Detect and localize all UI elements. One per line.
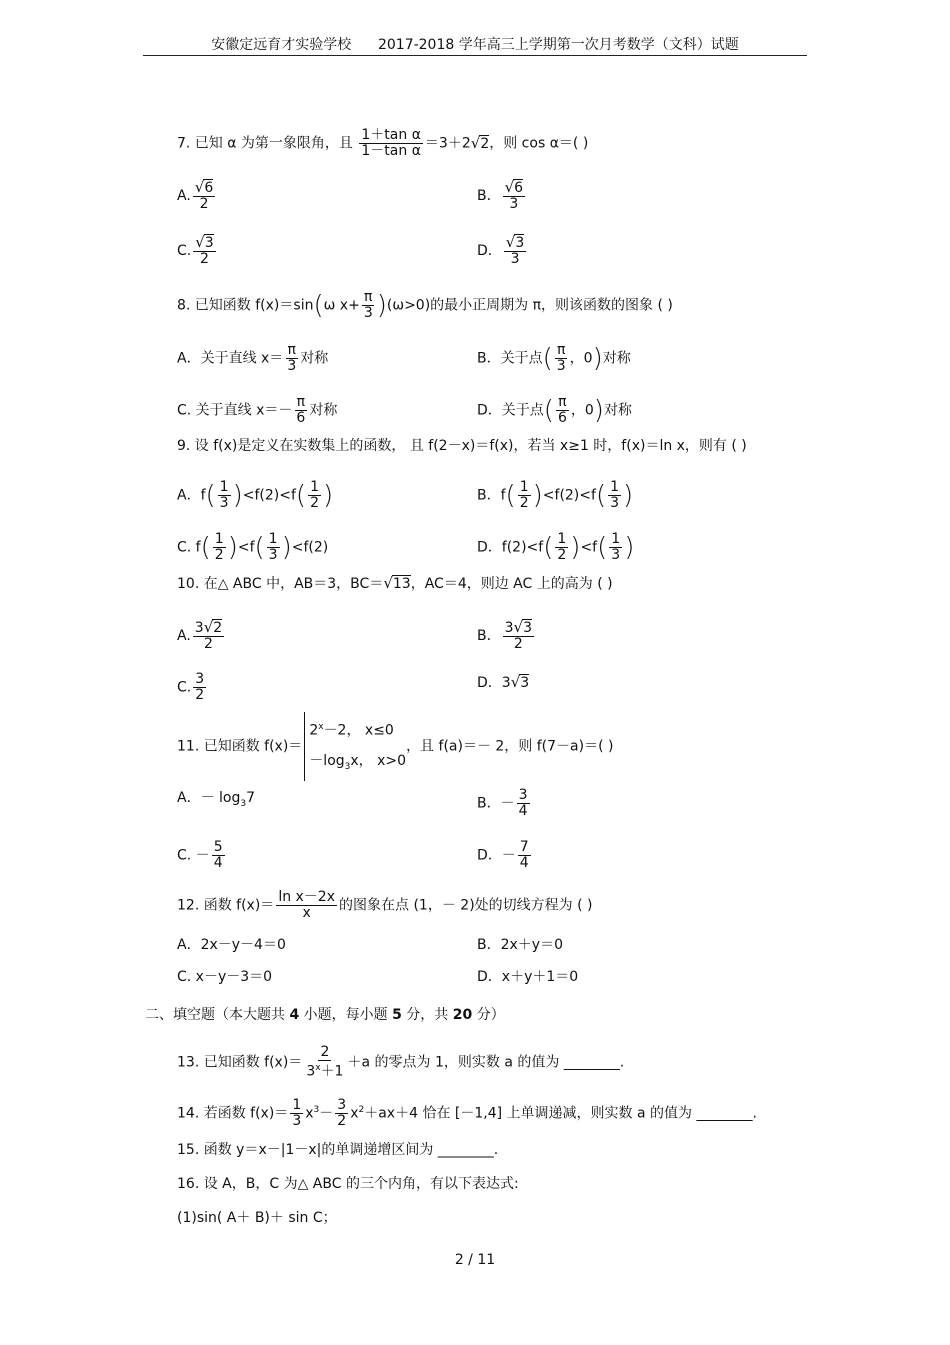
page-number: 2 / 11 (454, 1252, 496, 1268)
question-10-option-b: B． $\frac{3√3}{2}$ (477, 618, 533, 652)
section-2-heading: 二、填空题（本大题共 4 小题，每小题 5 分，共 20 分） (145, 1007, 505, 1023)
question-10-option-c: C. $\frac{3}{2}$ (177, 671, 205, 703)
question-16-expression-1: (1)sin( A＋ B)＋ sin C； (177, 1210, 337, 1226)
question-12-option-c: C. x－y－3＝0 (177, 969, 273, 985)
question-9-option-a: A．f( $\frac{1}{3}$ )<f(2)<f( $\frac{1}{2}$ ) (177, 479, 334, 511)
question-12-option-d: D．x＋y＋1＝0 (477, 969, 579, 985)
question-7-option-a: A. $\frac{√6}{2}$ (177, 178, 214, 212)
piecewise-cases: $2^x-2$， x≤0 $-\log_3x$， x>0 (304, 712, 406, 781)
question-12-option-b: B．2x＋y＝0 (477, 937, 563, 953)
question-12-option-a: A．2x－y－4＝0 (177, 937, 286, 953)
question-10-option-d: D．3√3 (477, 673, 530, 691)
page-header: 安徽定远育才实验学校 2017-2018 学年高三上学期第一次月考数学（文科）试题 (211, 37, 739, 53)
question-8-option-a: A．关于直线 x＝ $\frac{\pi}{3}$ 对称 (177, 342, 329, 374)
header-rule (143, 55, 807, 56)
question-7-option-b: B． $\frac{√6}{3}$ (477, 178, 524, 212)
question-8-option-d: D．关于点( $\frac{\pi}{6}$ ，0)对称 (477, 394, 632, 426)
question-11-option-c: C. － $\frac{5}{4}$ (177, 839, 223, 871)
question-16: 16. 设 A，B，C 为△ ABC 的三个内角，有以下表达式: (177, 1176, 519, 1192)
question-13: 13. 已知函数 f(x)＝ $\frac{2}{3^x+1}$ ＋a 的零点为 1，则实数 a 的值为 ________. (177, 1044, 625, 1080)
question-8-option-c: C. 关于直线 x＝－ $\frac{\pi}{6}$ 对称 (177, 394, 338, 426)
question-9-option-b: B．f( $\frac{1}{2}$ )<f(2)<f( $\frac{1}{3}$ ) (477, 479, 634, 511)
question-7-option-c: C. $\frac{√3}{2}$ (177, 233, 214, 267)
question-12-stem: 12. 函数 f(x)＝ $\frac{\text{ln x－2x}}{x}$ 的图象在点 (1，－ 2)处的切线方程为 ( ) (177, 889, 593, 921)
question-10-option-a: A. $\frac{3√2}{2}$ (177, 618, 223, 652)
question-11-option-d: D．－ $\frac{7}{4}$ (477, 839, 529, 871)
question-11-option-a: A．－ $\log_37$ (177, 790, 256, 809)
question-9-stem: 9. 设 f(x)是定义在实数集上的函数， 且 f(2－x)＝f(x)，若当 x≥1 时，f(x)＝ln x，则有 ( ) (177, 438, 747, 454)
question-7-option-d: D． $\frac{√3}{3}$ (477, 233, 525, 267)
question-9-option-d: D．f(2)<f( $\frac{1}{2}$ )<f( $\frac{1}{3}$ ) (477, 531, 635, 563)
question-15: 15. 函数 y＝x－|1－x|的单调递增区间为 ________. (177, 1142, 499, 1158)
question-11-stem: 11. 已知函数 f(x)＝ $2^x-2$， x≤0 $-\log_3x$， x>0 ，且 f(a)＝－ 2，则 f(7－a)＝( ) (177, 712, 613, 781)
question-7-stem: 7. 已知 α 为第一象限角，且 $\frac{\text{1＋tan α}}{\text{1－tan α}}$ ＝3＋2√2，则 cos α＝( ) (177, 127, 589, 159)
question-14: 14. 若函数 f(x)＝ $\frac{1}{3}$ $x^3-$ $\frac{3}{2}$ $x^2+ax+4$ 恰在 [－1,4] 上单调递减，则实数 a 的值为 ________. (177, 1097, 757, 1129)
question-10-stem: 10. 在△ ABC 中，AB＝3，BC＝√13，AC＝4，则边 AC 上的高为 ( ) (177, 574, 613, 592)
question-8-option-b: B．关于点( $\frac{\pi}{3}$ ，0)对称 (477, 342, 631, 374)
question-11-option-b: B．－ $\frac{3}{4}$ (477, 787, 528, 819)
question-9-option-c: C. f( $\frac{1}{2}$ )<f( $\frac{1}{3}$ )<f(2) (177, 531, 329, 563)
question-8-stem: 8. 已知函数 f(x)＝sin(ω x+ $\frac{\pi}{3}$ )(ω>0)的最小正周期为 π，则该函数的图象 ( ) (177, 289, 673, 321)
